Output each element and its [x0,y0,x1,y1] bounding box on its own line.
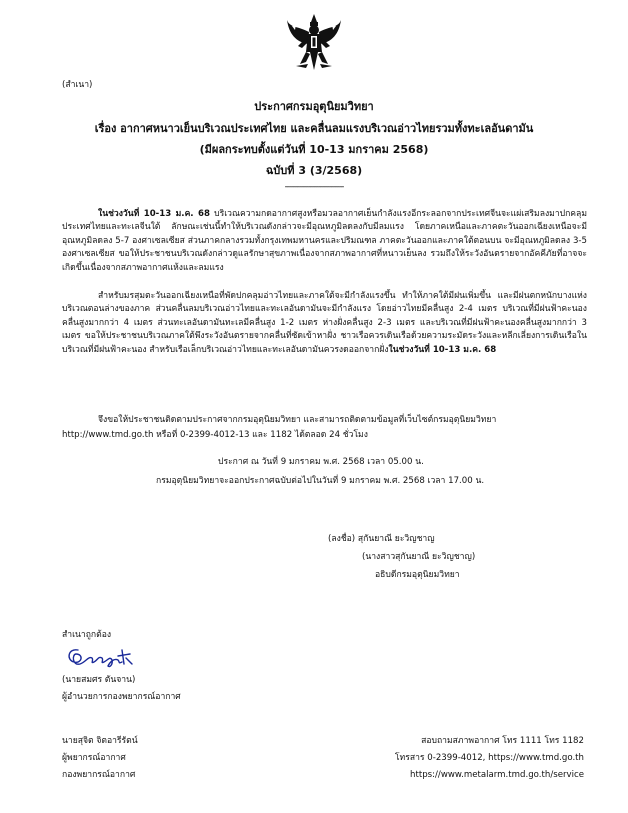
forecaster-division: กองพยากรณ์อากาศ [62,770,136,780]
paragraph-1 [62,208,587,275]
paragraph-3-line-1: จึงขอให้ประชาชนติดตามประกาศจากกรมอุตุนิยมวิทยา และสามารถติดตามข้อมูลที่เว็บไซต์กรมอุตุนิยมวิทยา [98,415,497,425]
copy-label: (สำเนา) [62,80,93,90]
effective-dates: (มีผลกระทบตั้งแต่วันที่ 10-13 มกราคม 2568) [199,143,429,156]
title-divider: ---------------------------- [284,182,344,192]
certified-copy-label: สำเนาถูกต้อง [62,630,112,640]
issue-number: ฉบับที่ 3 (3/2568) [265,164,363,177]
paragraph-3-line-2: http://www.tmd.go.th หรือที่ 0-2399-4012-13 และ 1182 ได้ตลอด 24 ชั่วโมง [62,430,368,440]
signatory-position: อธิบดีกรมอุตุนิยมวิทยา [375,570,460,580]
forecaster-role: ผู้พยากรณ์อากาศ [62,753,126,763]
forecaster-name: นายสุจิต จิตอารีรัตน์ [62,736,138,746]
paragraph-1-text: บริเวณความกดอากาศสูงหรือมวลอากาศเย็นกำลังแรงอีกระลอกจากประเทศจีนจะแผ่เสริมลงมาปกคลุมประเทศไทยและทะเลจีนใต้ ลักษณะเช่นนี้ทำให้บริเวณดังกล่าวจะมีอุณหภูมิลดลงกับมีลมแรง โดยภาคเหนือและภาคตะวันออกเฉียงเหนือจะมีอุณหภูมิลดลง 5-7 องศาเซลเซียส ส่วนภาคกลางรวมทั้งกรุงเทพมหานครและปริมณฑล ภาคตะวันออกและภาคใต้ตอนบน จะมีอุณหภูมิลดลง 3-5 องศาเซลเซียส ขอให้ประชาชนบริเวณดังกล่าวดูแลรักษาสุขภาพเนื่องจากสภาพอากาศที่หนาวเย็นลง รวมถึงให้ระวังอันตรายจากอัคคีภัยที่อาจจะเกิดขึ้นเนื่องจากสภาพอากาศแห้งและลมแรง [62,209,587,273]
garuda-emblem-icon [286,12,342,74]
paragraph-2-text: สำหรับมรสุมตะวันออกเฉียงเหนือที่พัดปกคลุมอ่าวไทยและภาคใต้จะมีกำลังแรงขึ้น ทำให้ภาคใต้มีฝนเพิ่มขึ้น และมีฝนตกหนักบางแห่งบริเวณตอนล่างของภาค ส่วนคลื่นลมบริเวณอ่าวไทยและทะเลอันดามันจะมีกำลังแรง โดยอ่าวไทยมีคลื่นสูง 2-4 เมตร บริเวณที่มีฝนฟ้าคะนองคลื่นสูงมากกว่า 4 เมตร ส่วนทะเลอันดามันทะเลมีคลื่นสูง 1-2 เมตร ห่างฝั่งคลื่นสูง 2-3 เมตร และบริเวณที่มีฝนฟ้าคะนองคลื่นสูงมากกว่า 3 เมตร ขอให้ประชาชนบริเวณภาคใต้พึงระวังอันตรายจากคลื่นที่ซัดเข้าหาฝั่ง ชาวเรือควรเดินเรือด้วยความระมัดระวังและหลีกเลี่ยงการเดินเรือในบริเวณที่มีฝนฟ้าคะนอง สำหรับเรือเล็กบริเวณอ่าวไทยและทะเลอันดามันควรงดออกจากฝั่ง [62,291,587,355]
signatory-name: (นางสาวสุกันยาณี ยะวิญชาญ) [362,552,476,562]
contact-service-link[interactable]: https://www.metalarm.tmd.go.th/service [410,770,584,780]
contact-fax-web[interactable]: โทรสาร 0-2399-4012, https://www.tmd.go.th [394,753,584,763]
certifier-name: (นายสมศร ตันจาน) [62,675,136,685]
paragraph-2-period: ในช่วงวันที่ 10-13 ม.ค. 68 [388,344,497,355]
announced-date: ประกาศ ณ วันที่ 9 มกราคม พ.ศ. 2568 เวลา 05.00 น. [218,457,424,467]
certifier-position: ผู้อำนวยการกองพยากรณ์อากาศ [62,692,181,702]
contact-phone: สอบถามสภาพอากาศ โทร 1111 โทร 1182 [421,736,584,746]
paragraph-2 [62,290,587,357]
next-issue-note: กรมอุตุนิยมวิทยาจะออกประกาศฉบับต่อไปในวันที่ 9 มกราคม พ.ศ. 2568 เวลา 17.00 น. [156,476,485,486]
signed-by: (ลงชื่อ) สุกันยาณี ยะวิญชาญ [328,534,435,544]
handwritten-signature [64,642,144,672]
subject-line: เรื่อง อากาศหนาวเย็นบริเวณประเทศไทย และคลื่นลมแรงบริเวณอ่าวไทยรวมทั้งทะเลอันดามัน [94,122,534,135]
paragraph-1-period: ในช่วงวันที่ 10-13 ม.ค. 68 [98,209,210,219]
announcement-title: ประกาศกรมอุตุนิยมวิทยา [254,100,374,113]
